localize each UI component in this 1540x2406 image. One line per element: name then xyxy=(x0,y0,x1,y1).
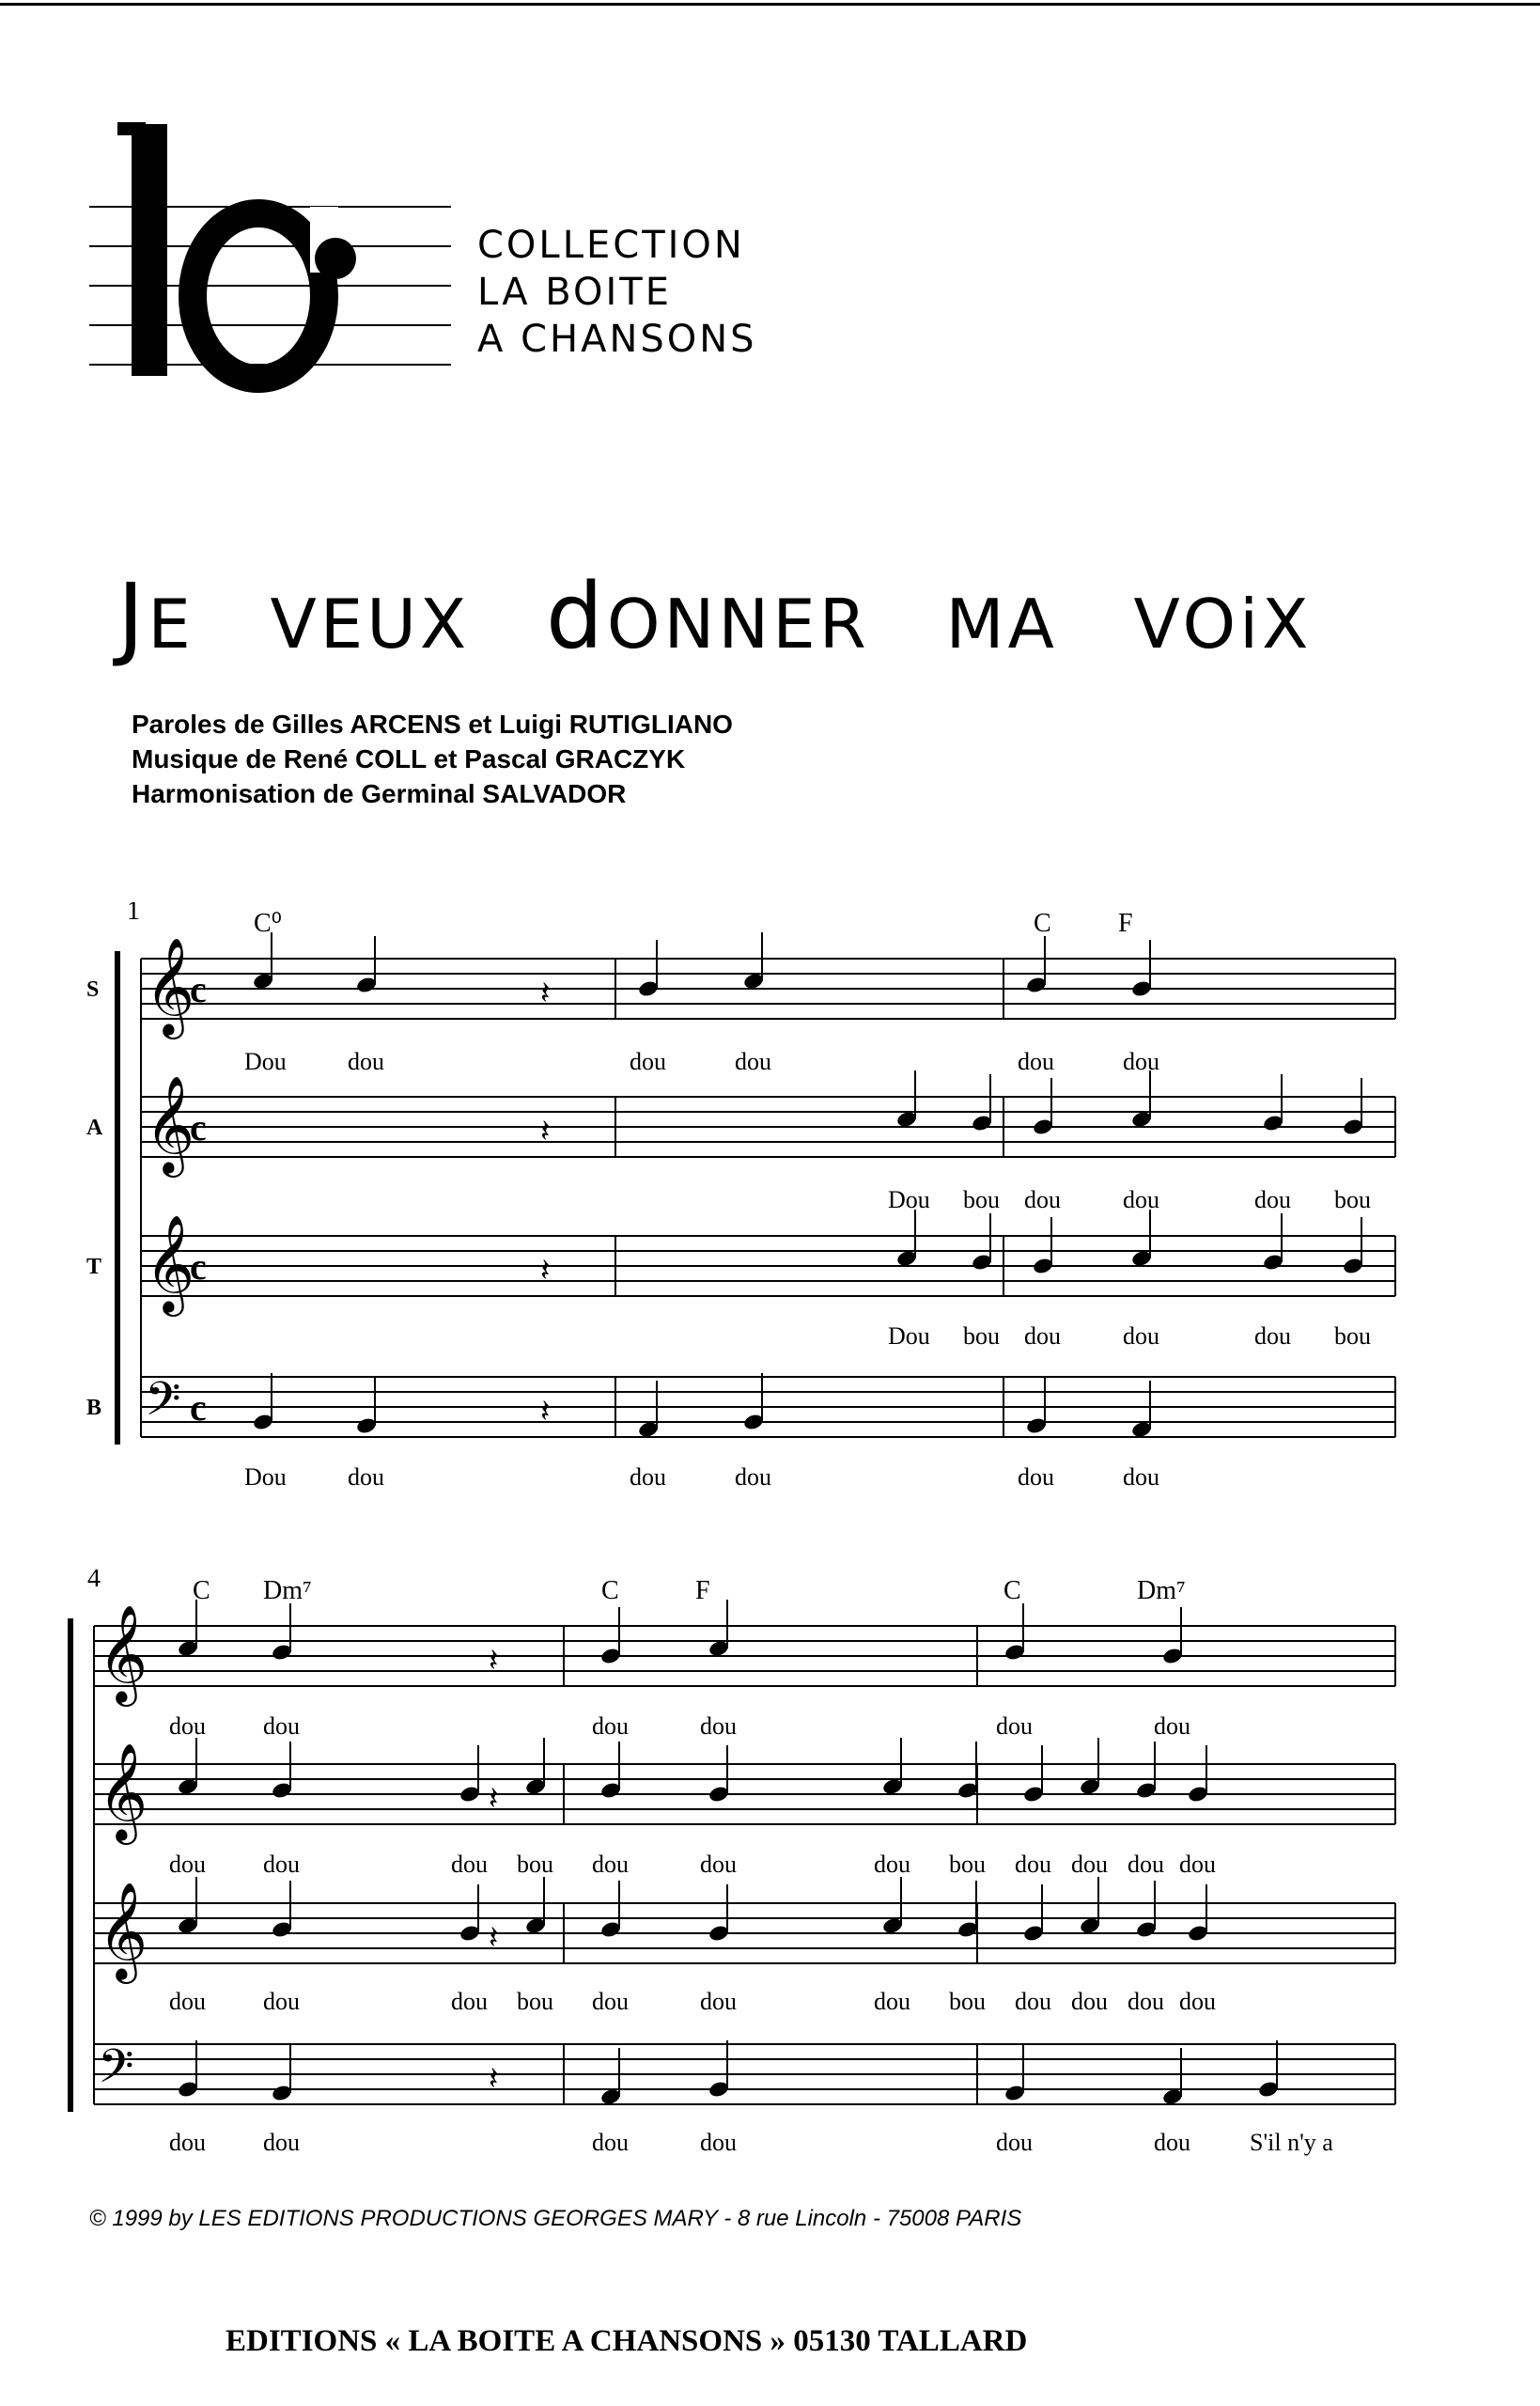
quarter-rest-icon: 𝄽 xyxy=(489,1644,499,1679)
chord-symbol: C xyxy=(1034,909,1051,938)
lyric-syllable: bou xyxy=(949,1988,986,2015)
lyric-syllable: dou xyxy=(592,2129,629,2156)
score-system-2-staves xyxy=(0,1570,1540,2227)
title-word: MA xyxy=(945,585,1058,664)
top-border-rule xyxy=(0,3,1540,6)
bass-clef-icon: 𝄢 xyxy=(145,1374,181,1436)
lyric-syllable: Dou xyxy=(244,1048,287,1075)
treble-clef-icon: 𝄞 xyxy=(98,1885,148,1978)
lyric-syllable: dou xyxy=(1123,1048,1159,1075)
quarter-rest-icon: 𝄽 xyxy=(540,1254,551,1289)
title-word: VOiX xyxy=(1133,585,1313,664)
song-title xyxy=(117,564,1313,669)
chord-symbol: C xyxy=(193,1576,210,1605)
lyric-syllable: dou xyxy=(874,1851,910,1878)
lyric-syllable: bou xyxy=(963,1322,1000,1350)
system-bracket xyxy=(68,1618,73,2112)
system-bracket xyxy=(115,951,120,1445)
score-system-2 xyxy=(0,1570,1540,2227)
lyric-syllable: dou xyxy=(1123,1186,1159,1213)
lyric-syllable: dou xyxy=(1128,1988,1164,2015)
voice-label: A xyxy=(86,1116,103,1140)
lyric-syllable: dou xyxy=(263,2129,300,2156)
lyric-syllable: dou xyxy=(700,1851,737,1878)
chord-symbol: Dm⁷ xyxy=(1137,1576,1186,1605)
lyric-syllable: dou xyxy=(169,1712,206,1740)
quarter-rest-icon: 𝄽 xyxy=(489,2062,499,2097)
lyric-syllable: dou xyxy=(630,1463,666,1491)
lyric-syllable: dou xyxy=(1179,1988,1216,2015)
lyric-syllable: dou xyxy=(874,1988,910,2015)
lyric-syllable: dou xyxy=(592,1712,629,1740)
treble-clef-icon: 𝄞 xyxy=(145,941,195,1034)
lyric-syllable: dou xyxy=(1128,1851,1164,1878)
lyric-syllable: dou xyxy=(1024,1186,1061,1213)
quarter-rest-icon: 𝄽 xyxy=(540,976,551,1011)
lyric-syllable: dou xyxy=(1071,1988,1108,2015)
common-time-icon: c xyxy=(190,1386,207,1429)
chord-symbol: C xyxy=(601,1576,619,1605)
treble-clef-icon: 𝄞 xyxy=(98,1746,148,1839)
chord-symbol: C xyxy=(1003,1576,1021,1605)
lyric-syllable: dou xyxy=(1015,1851,1051,1878)
lyric-syllable: dou xyxy=(700,1712,737,1740)
title-word: dONNER xyxy=(545,564,870,669)
score-system-1 xyxy=(0,902,1540,1560)
lyric-syllable: dou xyxy=(1071,1851,1108,1878)
measure-number: 4 xyxy=(87,1570,101,1593)
lyric-syllable: dou xyxy=(263,1712,300,1740)
collection-line: LA BOITE xyxy=(477,271,673,314)
lyric-syllable: Dou xyxy=(888,1322,930,1350)
lyric-syllable: Dou xyxy=(244,1463,287,1491)
lyric-syllable: dou xyxy=(1179,1851,1216,1878)
lyric-syllable: dou xyxy=(1018,1048,1054,1075)
lyric-syllable: bou xyxy=(517,1851,553,1878)
lyric-syllable: bou xyxy=(517,1988,553,2015)
common-time-icon: c xyxy=(190,968,207,1010)
lyric-syllable: bou xyxy=(949,1851,986,1878)
lyric-syllable: dou xyxy=(996,1712,1033,1740)
lyric-syllable: dou xyxy=(263,1851,300,1878)
lyric-syllable: dou xyxy=(263,1988,300,2015)
collection-name xyxy=(477,222,757,363)
lyric-syllable: bou xyxy=(1334,1186,1371,1213)
title-word: VEUX xyxy=(270,585,471,664)
score-system-1-staves xyxy=(0,902,1540,1560)
publisher-footer: EDITIONS « LA BOITE A CHANSONS » 05130 TALLARD xyxy=(226,2324,1028,2358)
title-word: JE xyxy=(117,564,194,669)
lyric-syllable: dou xyxy=(1254,1322,1291,1350)
lyric-syllable: dou xyxy=(1154,2129,1190,2156)
collection-line: COLLECTION xyxy=(477,224,745,267)
lyric-syllable: dou xyxy=(996,2129,1033,2156)
quarter-rest-icon: 𝄽 xyxy=(489,1782,499,1817)
lyric-syllable: dou xyxy=(700,1988,737,2015)
treble-clef-icon: 𝄞 xyxy=(145,1079,195,1172)
chord-symbol: F xyxy=(695,1576,710,1605)
bass-clef-icon: 𝄢 xyxy=(98,2041,134,2103)
composer-credit: Musique de René COLL et Pascal GRACZYK xyxy=(132,744,686,773)
credits xyxy=(132,707,733,811)
lyric-syllable: dou xyxy=(169,1851,206,1878)
lyric-syllable: dou xyxy=(451,1851,488,1878)
voice-label: B xyxy=(86,1396,102,1420)
lyric-syllable: dou xyxy=(169,1988,206,2015)
lyric-syllable: dou xyxy=(1154,1712,1190,1740)
lyric-syllable: dou xyxy=(1123,1463,1159,1491)
lyric-syllable: Dou xyxy=(888,1186,930,1213)
chord-symbol: F xyxy=(1118,909,1133,938)
treble-clef-icon: 𝄞 xyxy=(145,1218,195,1311)
lyric-syllable: dou xyxy=(1254,1186,1291,1213)
lyric-syllable: dou xyxy=(630,1048,666,1075)
lyricist-credit: Paroles de Gilles ARCENS et Luigi RUTIGLIANO xyxy=(132,710,733,739)
chord-symbol: Dm⁷ xyxy=(263,1576,312,1605)
collection-logo xyxy=(80,113,474,395)
common-time-icon: c xyxy=(190,1245,207,1288)
chord-symbol: C⁰ xyxy=(254,909,282,938)
common-time-icon: c xyxy=(190,1106,207,1148)
lyric-syllable: S'il n'y a xyxy=(1250,2129,1333,2156)
lyric-syllable: dou xyxy=(348,1463,384,1491)
lyric-syllable: dou xyxy=(169,2129,206,2156)
lyric-syllable: dou xyxy=(592,1988,629,2015)
lyric-syllable: bou xyxy=(963,1186,1000,1213)
copyright-notice: © 1999 by LES EDITIONS PRODUCTIONS GEORGES MARY - 8 rue Lincoln - 75008 PARIS xyxy=(89,2206,1022,2231)
lyric-syllable: dou xyxy=(735,1463,771,1491)
collection-line: A CHANSONS xyxy=(477,318,757,361)
lyric-syllable: dou xyxy=(1024,1322,1061,1350)
lyric-syllable: dou xyxy=(1015,1988,1051,2015)
treble-clef-icon: 𝄞 xyxy=(98,1608,148,1701)
voice-label: S xyxy=(86,977,100,1002)
lyric-syllable: dou xyxy=(700,2129,737,2156)
quarter-rest-icon: 𝄽 xyxy=(540,1395,551,1430)
measure-number: 1 xyxy=(127,902,140,926)
arranger-credit: Harmonisation de Germinal SALVADOR xyxy=(132,779,627,808)
lyric-syllable: bou xyxy=(1334,1322,1371,1350)
voice-label: T xyxy=(86,1255,102,1279)
lyric-syllable: dou xyxy=(1018,1463,1054,1491)
lyric-syllable: dou xyxy=(592,1851,629,1878)
lyric-syllable: dou xyxy=(451,1988,488,2015)
lyric-syllable: dou xyxy=(735,1048,771,1075)
lyric-syllable: dou xyxy=(1123,1322,1159,1350)
quarter-rest-icon: 𝄽 xyxy=(540,1115,551,1149)
lyric-syllable: dou xyxy=(348,1048,384,1075)
quarter-rest-icon: 𝄽 xyxy=(489,1921,499,1956)
